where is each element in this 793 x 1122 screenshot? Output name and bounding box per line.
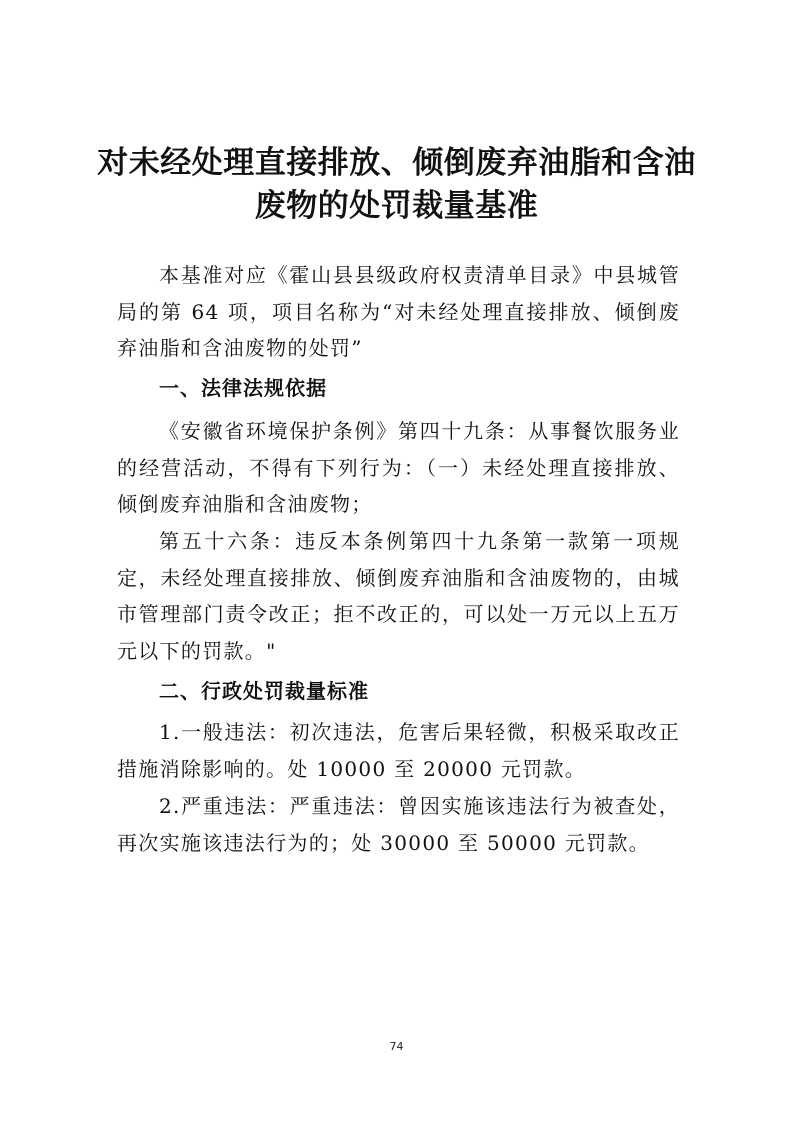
document-title-line-1: 对未经处理直接排放、倾倒废弃油脂和含油 <box>97 145 696 181</box>
page-number: 74 <box>389 1040 404 1053</box>
document-title-line-2: 废物的处罚裁量基准 <box>254 188 539 224</box>
intro-paragraph: 本基准对应《霍山县县级政府权责清单目录》中县城管局的第 64 项，项目名称为“对未经处理直接排放、倾倒废弃油脂和含油废物的处罚” <box>117 263 680 360</box>
legal-basis-article-49: 《安徽省环境保护条例》第四十九条：从事餐饮服务业的经营活动，不得有下列行为：（一）未经处理直接排放、倾倒废弃油脂和含油废物； <box>117 419 680 516</box>
standard-item-serious-violation: 2.严重违法：严重违法：曾因实施该违法行为被查处，再次实施该违法行为的；处 30000 至 50000 元罚款。 <box>117 794 680 855</box>
section-heading-discretion-standard: 二、行政处罚裁量标准 <box>159 679 369 703</box>
section-heading-legal-basis: 一、法律法规依据 <box>159 376 327 400</box>
legal-basis-article-56: 第五十六条：违反本条例第四十九条第一款第一项规定，未经处理直接排放、倾倒废弃油脂和含油废物的，由城市管理部门责令改正；拒不改正的，可以处一万元以上五万元以下的罚款。" <box>117 529 680 663</box>
standard-item-general-violation: 1.一般违法：初次违法，危害后果轻微，积极采取改正措施消除影响的。处 10000 至 20000 元罚款。 <box>117 720 680 781</box>
